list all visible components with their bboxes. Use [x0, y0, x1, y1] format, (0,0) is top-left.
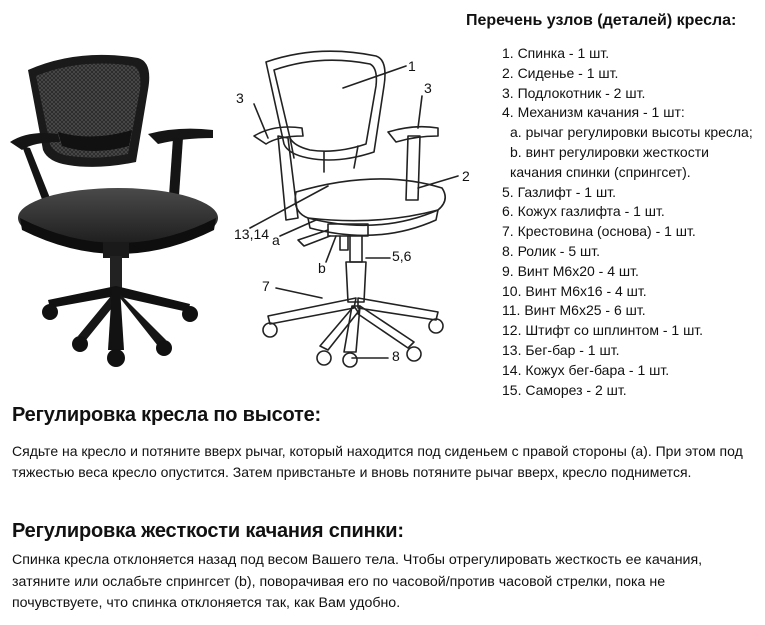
part-item: 13. Бег-бар - 1 шт.: [502, 341, 620, 358]
leader-1314: [250, 186, 328, 228]
part-item: 14. Кожух бег-бара - 1 шт.: [502, 361, 670, 378]
part-item: 1. Спинка - 1 шт.: [502, 45, 610, 61]
parts-list: [502, 44, 764, 400]
part-item: 9. Винт М6х20 - 4 шт.: [502, 262, 639, 279]
part-item: 5. Газлифт - 1 шт.: [502, 183, 616, 200]
diagram-label-7: 7: [262, 278, 270, 294]
part-item: 6. Кожух газлифта - 1 шт.: [502, 203, 665, 220]
part-item: 7. Крестовина (основа) - 1 шт.: [502, 223, 696, 240]
part-item: 10. Винт М6х16 - 4 шт.: [502, 282, 647, 299]
diagram-seat: [295, 179, 445, 221]
part-item: 11. Винт М6х25 - 6 шт.: [502, 302, 646, 319]
diagram-label-b: b: [318, 260, 326, 276]
height-adjust-heading: Регулировка кресла по высоте:: [12, 404, 322, 426]
leader-7: [276, 288, 322, 298]
diagram-label-3-right: 3: [424, 80, 432, 96]
diagram-label-a: a: [272, 232, 280, 248]
diagram-label-2: 2: [462, 168, 470, 184]
part-item: 12. Штифт со шплинтом - 1 шт.: [502, 322, 704, 339]
part-item: 2. Сиденье - 1 шт.: [502, 64, 619, 81]
parts-list-title: Перечень узлов (деталей) кресла:: [466, 12, 737, 29]
chair-diagram: [228, 40, 468, 370]
part-subitem: a. рычаг регулировки высоты кресла;: [510, 124, 753, 141]
diagram-label-3-left: 3: [236, 90, 244, 106]
diagram-label-1: 1: [408, 58, 416, 74]
diagram-label-13-14: 13,14: [234, 226, 270, 242]
part-item: 3. Подлокотник - 2 шт.: [502, 84, 646, 101]
leader-3-right: [418, 96, 422, 128]
part-item: 8. Ролик - 5 шт.: [502, 242, 600, 259]
part-item: 4. Механизм качания - 1 шт:: [502, 104, 685, 121]
part-subitem: b. винт регулировки жесткости качания спинки (спрингсет).: [510, 143, 709, 180]
chair-photo: [8, 50, 218, 370]
height-adjust-text: Сядьте на кресло и потяните вверх рычаг, который находится под сиденьем с правой стороны (a). При этом под тяжестью веса кресло опустится. Затем привстаньте и вновь потяните рычаг вверх, кресло поднимется.: [12, 443, 743, 480]
tension-adjust-text: Спинка кресла отклоняется назад под весом Вашего тела. Чтобы отрегулировать жесткость ее качания, затяните или ослабьте спрингсет (b), поворачивая его по часовой/против часовой стрелки, пока не почувствуете, что спинка отклоняется так, как Вам удобно.: [12, 552, 703, 611]
tension-adjust-heading: Регулировка жесткости качания спинки:: [12, 520, 404, 542]
diagram-label-5-6: 5,6: [392, 248, 412, 264]
part-item: 15. Саморез - 2 шт.: [502, 381, 627, 398]
leader-b: [326, 236, 336, 262]
diagram-label-8: 8: [392, 348, 400, 364]
